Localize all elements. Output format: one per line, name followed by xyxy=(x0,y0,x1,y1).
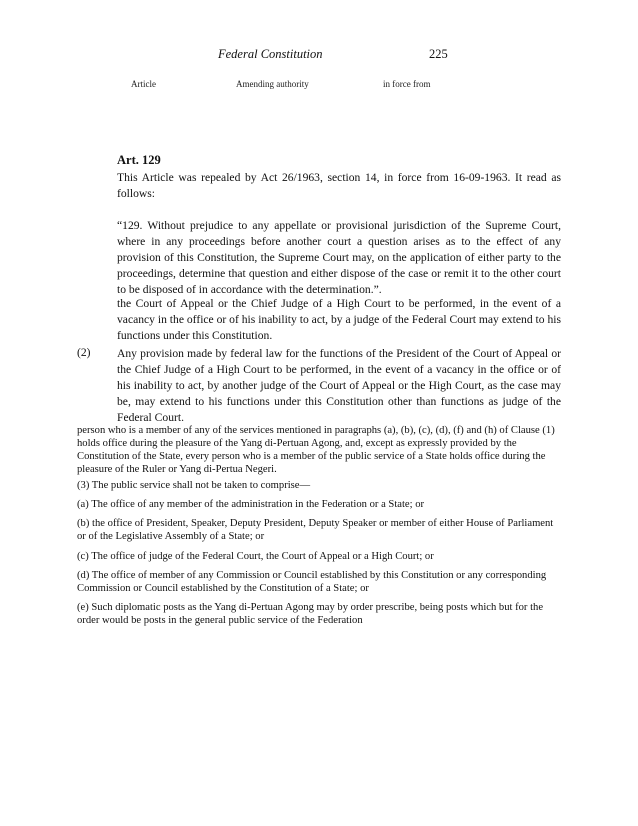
list-item-c: (c) The office of judge of the Federal Court, the Court of Appeal or a High Court; or xyxy=(77,551,434,562)
list-item-d: (d) The office of member of any Commission or Council established by this Constitution or any corresponding Commission or Council established by the Constitution of a State; or xyxy=(77,570,547,594)
column-header-amending-authority: Amending authority xyxy=(236,79,309,89)
article-title: Art. 129 xyxy=(117,153,161,167)
running-header-title: Federal Constitution xyxy=(218,47,323,61)
court-of-appeal-paragraph: the Court of Appeal or the Chief Judge of a High Court to be performed, in the event of a vacancy in the office or of his inability to act, by a judge of the Federal Court may extend to his functions under this Constitution. xyxy=(117,297,561,342)
page-number: 225 xyxy=(429,47,448,61)
public-service-intro: person who is a member of any of the services mentioned in paragraphs (a), (b), (c), (d), (f) and (h) of Clause (1) holds office during the pleasure of the Yang di-Pertuan Agong, and, except as expressly provided by the Constitution of the State, every person who is a member of the public service of a State holds office during the pleasure of the Ruler or Yang di-Pertua Negeri. xyxy=(77,425,555,475)
repeal-note: This Article was repealed by Act 26/1963, section 14, in force from 16-09-1963. It read as follows: xyxy=(117,171,561,200)
column-header-article: Article xyxy=(131,79,156,89)
public-service-clause-3: (3) The public service shall not be taken to comprise— xyxy=(77,480,311,491)
quoted-article-text: “129. Without prejudice to any appellate or provisional jurisdiction of the Supreme Court, where in any proceedings before another court a question arises as to the effect of any provision of this Constitution, the Supreme Court may, on the application of either party to the proceedings, determine that question and either dispose of the case or remit it to the other court to be disposed of in accordance with the determination.”. xyxy=(117,219,561,296)
clause-2-number: (2) xyxy=(77,346,91,359)
list-item-e: (e) Such diplomatic posts as the Yang di-Pertuan Agong may by order prescribe, being posts which but for the order would be posts in the general public service of the Federation xyxy=(77,602,544,626)
list-item-a: (a) The office of any member of the administration in the Federation or a State; or xyxy=(77,499,425,510)
list-item-b: (b) the office of President, Speaker, Deputy President, Deputy Speaker or member of either House of Parliament or of the Legislative Assembly of a State; or xyxy=(77,518,554,542)
clause-2-text: Any provision made by federal law for the functions of the President of the Court of Appeal or the Chief Judge of a High Court to be performed, in the event of a vacancy in the office or of his inability to act, by another judge of the Court of Appeal or the High Court, as the case may be, may extend to his functions under this Constitution other than functions as judge of the Federal Court. xyxy=(117,347,561,424)
column-header-in-force-from: in force from xyxy=(383,79,431,89)
